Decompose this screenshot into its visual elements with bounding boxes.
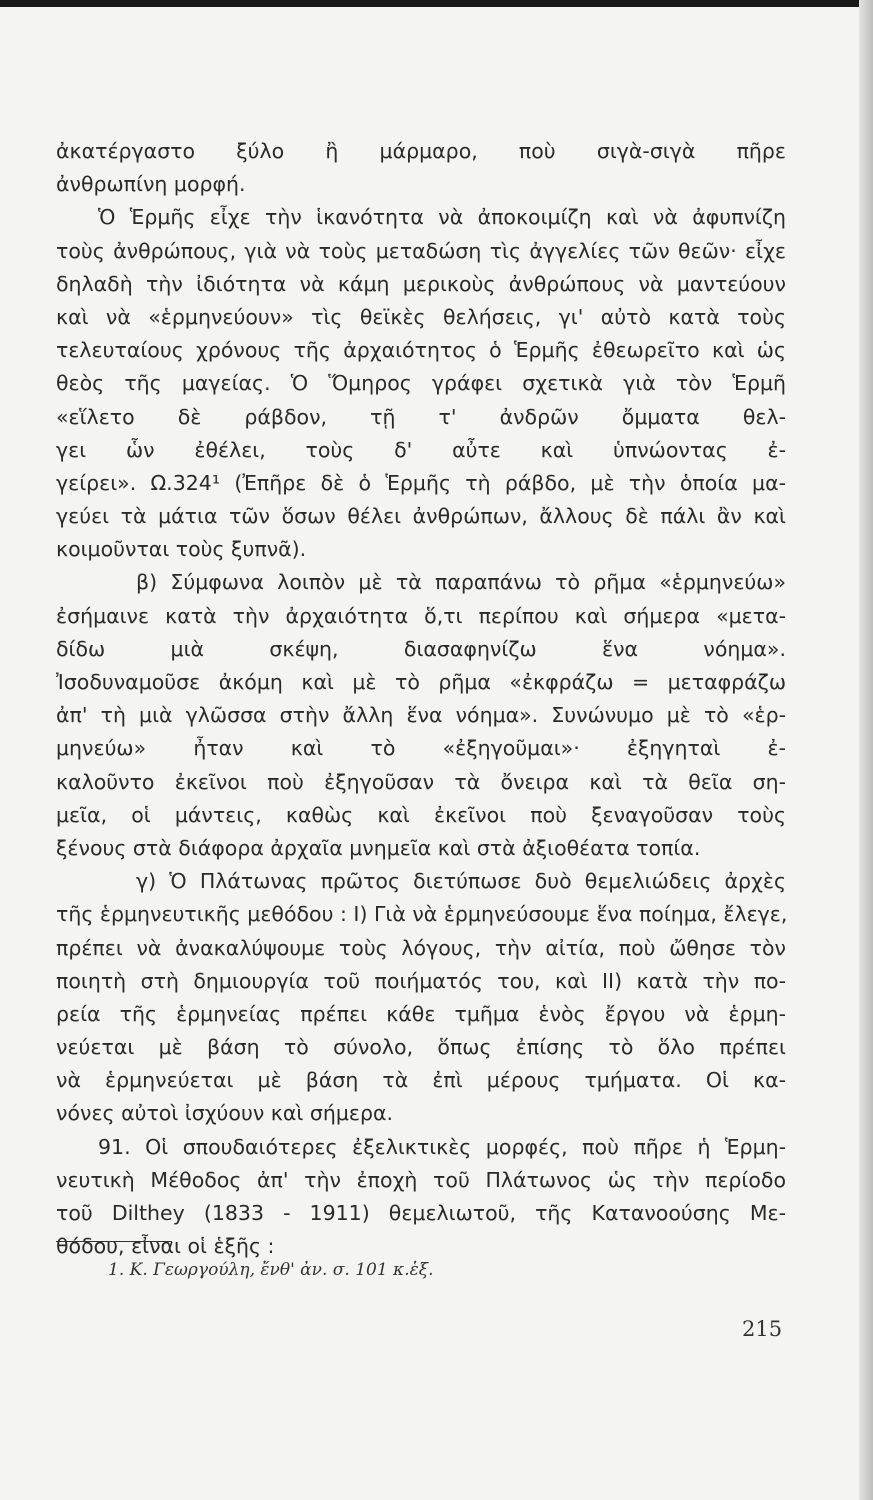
body-line: Ὁ Ἑρμῆς εἶχε τὴν ἱκανότητα νὰ ἀποκοιμίζη καὶ νὰ ἀφυπνίζη bbox=[98, 205, 786, 230]
body-line: πρέπει νὰ ἀνακαλύψουμε τοὺς λόγους, τὴν αἰτία, ποὺ ὤθησε τὸν bbox=[56, 935, 786, 960]
body-line: γεύει τὰ μάτια τῶν ὅσων θέλει ἀνθρώπων, ἄλλους δὲ πάλι ἂν καὶ bbox=[56, 504, 786, 529]
body-line: β) Σύμφωνα λοιπὸν μὲ τὰ παραπάνω τὸ ρῆμα «ἑρμηνεύω» bbox=[136, 570, 786, 595]
body-line: καὶ νὰ «ἑρμηνεύουν» τὶς θεϊκὲς θελήσεις, γι' αὐτὸ κατὰ τοὺς bbox=[56, 304, 786, 329]
body-line: ρεία τῆς ἑρμηνείας πρέπει κάθε τμῆμα ἑνὸς ἔργου νὰ ἑρμη- bbox=[56, 1001, 786, 1026]
body-line: νεύεται μὲ βάση τὸ σύνολο, ὅπως ἐπίσης τὸ ὅλο πρέπει bbox=[56, 1035, 786, 1060]
footnote-rule bbox=[56, 1241, 172, 1242]
body-line: γει ὧν ἐθέλει, τοὺς δ' αὖτε καὶ ὑπνώοντας ἐ- bbox=[56, 437, 786, 462]
body-line: θεὸς τῆς μαγείας. Ὁ Ὅμηρος γράφει σχετικὰ γιὰ τὸν Ἑρμῆ bbox=[56, 371, 786, 396]
body-line: τῆς ἑρμηνευτικῆς μεθόδου : Ι) Γιὰ νὰ ἑρμηνεύσουμε ἕνα ποίημα, ἔλεγε, bbox=[56, 902, 788, 927]
body-line: μηνεύω» ἦταν καὶ τὸ «ἐξηγοῦμαι»· ἐξηγηταὶ ἐ- bbox=[56, 736, 786, 761]
body-line: τοῦ Dilthey (1833 - 1911) θεμελιωτοῦ, τῆς Κατανοούσης Με- bbox=[56, 1201, 786, 1225]
body-line: νὰ ἑρμηνεύεται μὲ βάση τὰ ἐπὶ μέρους τμήματα. Οἱ κα- bbox=[56, 1068, 786, 1093]
body-line: ἀνθρωπίνη μορφή. bbox=[56, 172, 246, 197]
page-number: 215 bbox=[742, 1317, 783, 1341]
page-body bbox=[56, 135, 786, 1263]
body-line: μεῖα, οἱ μάντεις, καθὼς καὶ ἐκεῖνοι ποὺ ξεναγοῦσαν τοὺς bbox=[56, 802, 786, 827]
body-line: «εἵλετο δὲ ράβδον, τῇ τ' ἀνδρῶν ὄμματα θελ- bbox=[56, 404, 786, 429]
body-line: ξένους στὰ διάφορα ἀρχαῖα μνημεῖα καὶ στὰ ἀξιοθέατα τοπία. bbox=[56, 835, 701, 860]
body-line: ποιητὴ στὴ δημιουργία τοῦ ποιήματός του, καὶ ΙΙ) κατὰ τὴν πο- bbox=[56, 968, 786, 993]
body-line: 91. Οἱ σπουδαιότερες ἐξελικτικὲς μορφές, ποὺ πῆρε ἡ Ἑρμη- bbox=[98, 1134, 786, 1159]
body-line: ἀκατέργαστο ξύλο ἢ μάρμαρο, ποὺ σιγὰ-σιγὰ πῆρε bbox=[56, 139, 786, 163]
body-line: Ἰσοδυναμοῦσε ἀκόμη καὶ μὲ τὸ ρῆμα «ἐκφράζω = μεταφράζω bbox=[56, 670, 786, 694]
body-line: γ) Ὁ Πλάτωνας πρῶτος διετύπωσε δυὸ θεμελιώδεις ἀρχὲς bbox=[136, 869, 786, 894]
body-line: τοὺς ἀνθρώπους, γιὰ νὰ τοὺς μεταδώση τὶς ἀγγελίες τῶν θεῶν· εἶχε bbox=[56, 238, 786, 263]
body-line: ἀπ' τὴ μιὰ γλῶσσα στὴν ἄλλη ἕνα νόημα». Συνώνυμο μὲ τὸ «ἑρ- bbox=[56, 703, 786, 728]
scan-top-edge bbox=[0, 0, 873, 7]
body-line: κοιμοῦνται τοὺς ξυπνᾶ). bbox=[56, 537, 307, 562]
body-line: νευτικὴ Μέθοδος ἀπ' τὴν ἐποχὴ τοῦ Πλάτωνος ὡς τὴν περίοδο bbox=[56, 1167, 786, 1192]
body-line: ἐσήμαινε κατὰ τὴν ἀρχαιότητα ὅ,τι περίπου καὶ σήμερα «μετα- bbox=[56, 603, 786, 628]
footnote: 1. Κ. Γεωργούλη, ἔνθ' ἀν. σ. 101 κ.ἑξ. bbox=[108, 1260, 434, 1280]
body-line: δηλαδὴ τὴν ἰδιότητα νὰ κάμη μερικοὺς ἀνθρώπους νὰ μαντεύουν bbox=[56, 271, 786, 296]
body-line: τελευταίους χρόνους τῆς ἀρχαιότητος ὁ Ἑρμῆς ἐθεωρεῖτο καὶ ὡς bbox=[56, 338, 786, 363]
body-line: δίδω μιὰ σκέψη, διασαφηνίζω ἕνα νόημα». bbox=[56, 636, 786, 661]
body-line: θόδου, εἶναι οἱ ἑξῆς : bbox=[56, 1234, 275, 1259]
body-line: γείρει». Ω.324¹ (Ἐπῆρε δὲ ὁ Ἑρμῆς τὴ ράβδο, μὲ τὴν ὁποία μα- bbox=[56, 470, 786, 495]
scan-right-edge bbox=[859, 0, 873, 1500]
body-line: νόνες αὐτοὶ ἰσχύουν καὶ σήμερα. bbox=[56, 1101, 393, 1126]
body-line: καλοῦντο ἐκεῖνοι ποὺ ἐξηγοῦσαν τὰ ὄνειρα καὶ τὰ θεῖα ση- bbox=[56, 769, 786, 794]
